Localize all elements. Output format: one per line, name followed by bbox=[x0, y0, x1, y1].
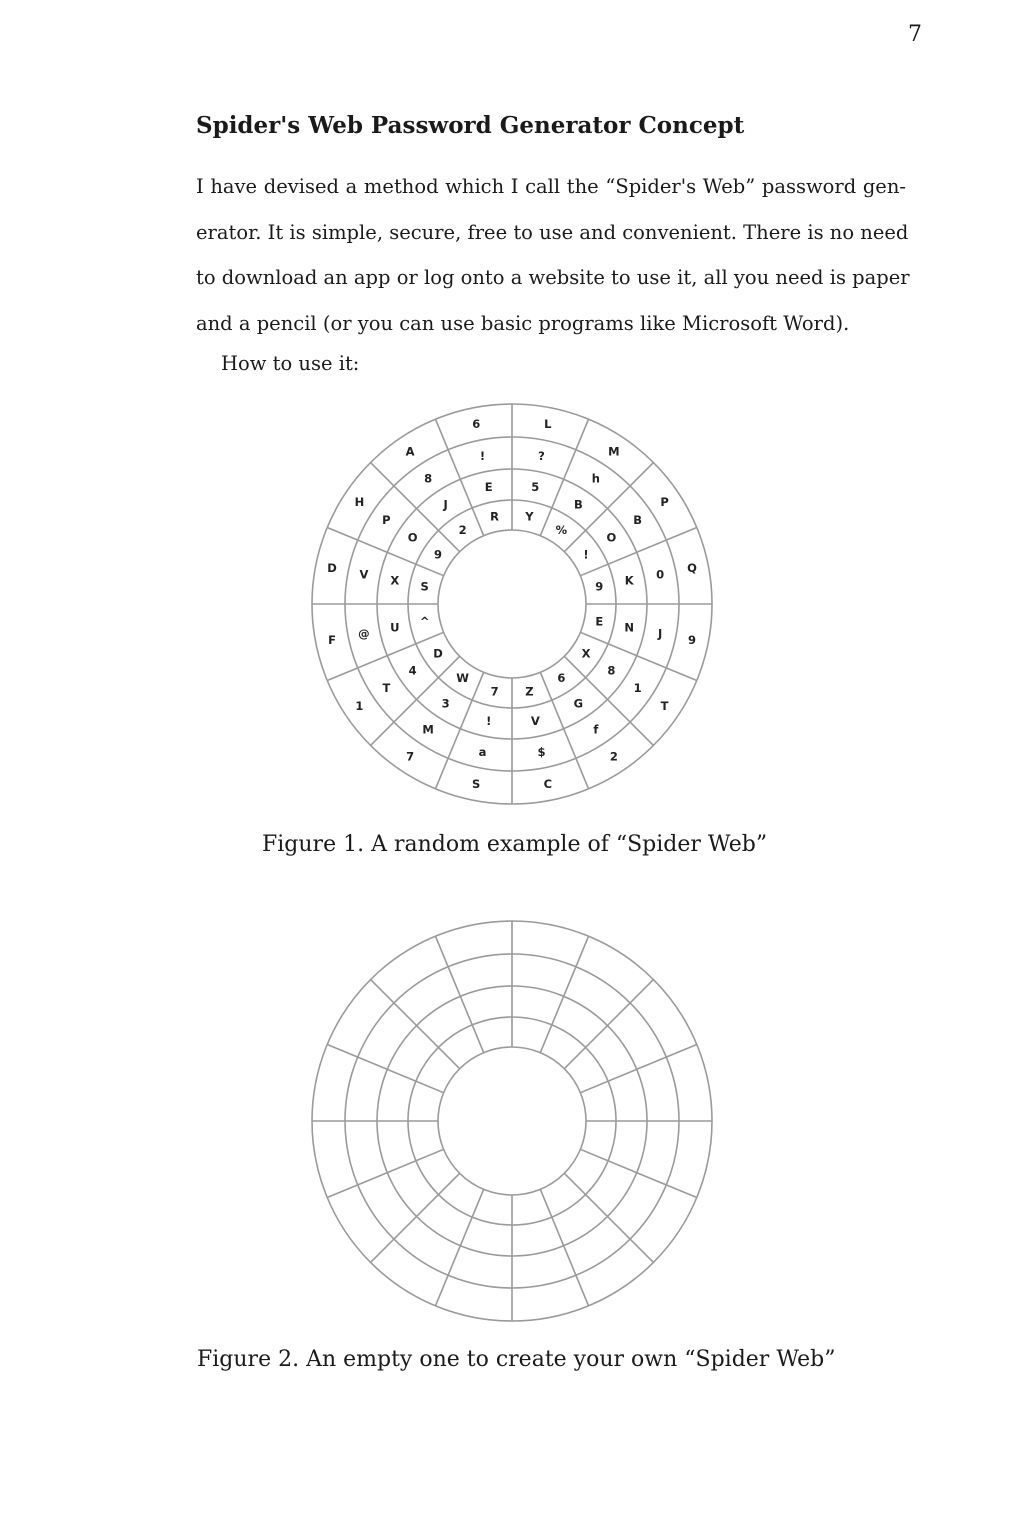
web-ring-5 bbox=[438, 530, 589, 678]
web-cell-char: 7 bbox=[406, 749, 415, 764]
web-cell-char: 6 bbox=[557, 671, 566, 685]
web-cell-char: T bbox=[382, 680, 391, 695]
web-cell-char: X bbox=[390, 573, 400, 588]
web-cell-char: @ bbox=[358, 626, 370, 641]
web-cell-char: D bbox=[327, 561, 337, 576]
web-cell-char: D bbox=[433, 646, 443, 661]
web-cell-char: M bbox=[608, 444, 620, 459]
web-cell-char: V bbox=[530, 714, 540, 729]
web-cell-char: 8 bbox=[424, 471, 433, 486]
web-cell-char: Z bbox=[525, 684, 534, 699]
web-cell-char: % bbox=[555, 523, 568, 537]
web-cell-char: E bbox=[595, 614, 604, 629]
web-cell-char: C bbox=[543, 777, 553, 791]
web-spoke bbox=[435, 1189, 483, 1305]
web-cell-char: P bbox=[382, 513, 391, 528]
web-spoke bbox=[327, 1149, 443, 1197]
web-cell-char: M bbox=[422, 722, 434, 737]
web-cell-char: 8 bbox=[607, 663, 616, 678]
web-cell-char: Q bbox=[687, 561, 697, 576]
web-spoke bbox=[371, 980, 460, 1069]
web-cell-char: J bbox=[657, 626, 663, 641]
web-cell-char: a bbox=[478, 745, 487, 760]
web-cell-char: L bbox=[544, 417, 552, 431]
web-cell-char: K bbox=[624, 573, 634, 588]
web-cell-char: N bbox=[624, 620, 635, 635]
web-spoke bbox=[540, 1189, 588, 1305]
web-cell-char: P bbox=[660, 495, 669, 510]
web-cell-char: G bbox=[573, 696, 584, 711]
web-spoke bbox=[540, 936, 588, 1052]
figure-2-caption: Figure 2. An empty one to create your own “Spider Web” bbox=[197, 1347, 836, 1372]
web-spoke bbox=[435, 419, 486, 535]
web-cell-char: h bbox=[591, 471, 600, 486]
web-spoke bbox=[327, 632, 443, 680]
web-cell-char: $ bbox=[537, 745, 546, 760]
web-cell-char: ! bbox=[583, 547, 589, 562]
web-cell-char: Y bbox=[525, 509, 534, 524]
web-ring-5 bbox=[438, 1047, 586, 1195]
how-to-heading: How to use it: bbox=[221, 352, 360, 375]
web-spoke bbox=[540, 419, 588, 535]
intro-line: erator. It is simple, secure, free to use and convenient. There is no need bbox=[196, 220, 909, 244]
figure-1-caption: Figure 1. A random example of “Spider Web” bbox=[262, 832, 768, 857]
web-spoke bbox=[435, 672, 483, 788]
web-cell-char: ? bbox=[538, 448, 545, 463]
web-cell-char: 1 bbox=[633, 680, 642, 695]
web-spoke bbox=[580, 1149, 696, 1197]
web-cell-char: B bbox=[574, 497, 583, 512]
web-cell-char: 4 bbox=[408, 663, 417, 678]
spider-web-empty-figure bbox=[307, 916, 717, 1326]
web-cell-char: H bbox=[354, 495, 365, 510]
spider-web-example-figure bbox=[307, 399, 717, 809]
web-cell-char: U bbox=[390, 620, 400, 635]
web-cell-char: X bbox=[581, 646, 591, 661]
web-cell-char: S bbox=[472, 777, 481, 791]
section-title: Spider's Web Password Generator Concept bbox=[196, 112, 745, 139]
web-spoke bbox=[564, 980, 653, 1069]
web-spoke bbox=[371, 1173, 460, 1262]
web-spoke bbox=[540, 672, 588, 788]
web-cell-char: 7 bbox=[490, 684, 499, 699]
web-spoke bbox=[580, 632, 696, 680]
web-cell-char: 0 bbox=[656, 567, 665, 582]
web-cell-char: E bbox=[484, 479, 493, 494]
web-spoke bbox=[564, 1173, 653, 1262]
web-cell-char: 5 bbox=[531, 479, 540, 494]
web-cell-char: J bbox=[443, 497, 448, 512]
web-cell-char: ! bbox=[479, 448, 486, 463]
web-cell-char: 3 bbox=[441, 696, 450, 711]
page-number: 7 bbox=[908, 22, 922, 47]
web-cell-char: 9 bbox=[595, 579, 604, 594]
web-cell-char: ^ bbox=[419, 614, 430, 629]
web-cell-char: V bbox=[359, 567, 369, 582]
web-cell-char: F bbox=[328, 632, 336, 647]
web-spoke bbox=[327, 527, 443, 575]
web-cell-char: f bbox=[593, 722, 599, 737]
web-cell-char: 9 bbox=[433, 547, 443, 562]
web-cell-char: W bbox=[456, 671, 469, 685]
intro-paragraph bbox=[196, 164, 910, 346]
web-cell-char: O bbox=[407, 530, 418, 545]
intro-line: I have devised a method which I call the “Spider's Web” password gen- bbox=[196, 175, 906, 198]
web-cell-char: ! bbox=[486, 714, 492, 729]
web-spoke bbox=[435, 936, 483, 1052]
intro-line: and a pencil (or you can use basic programs like Microsoft Word). bbox=[196, 311, 850, 335]
web-cell-char: O bbox=[606, 530, 617, 545]
web-cell-char: A bbox=[405, 444, 415, 459]
intro-line: to download an app or log onto a website to use it, all you need is paper bbox=[196, 266, 910, 289]
web-cell-char: 6 bbox=[472, 417, 481, 431]
web-cell-char: B bbox=[633, 513, 642, 528]
web-cell-char: 2 bbox=[458, 523, 467, 537]
web-cell-char: 1 bbox=[355, 698, 364, 713]
web-spoke bbox=[580, 527, 696, 575]
web-cell-char: S bbox=[420, 579, 429, 594]
web-cell-char: T bbox=[660, 698, 669, 713]
web-cell-char: 9 bbox=[687, 632, 697, 647]
web-spoke bbox=[327, 1044, 443, 1092]
web-cell-char: R bbox=[490, 509, 500, 524]
web-spoke bbox=[580, 1044, 696, 1092]
web-cell-char: 2 bbox=[609, 749, 618, 764]
